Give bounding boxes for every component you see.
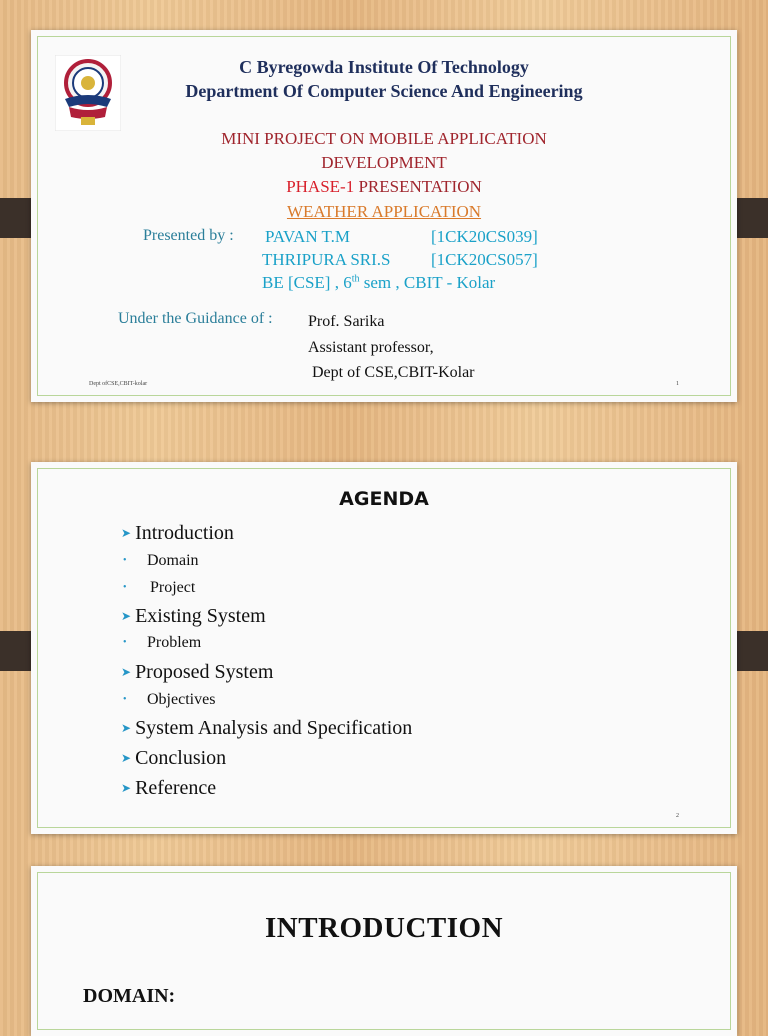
slide-title[interactable] <box>31 30 737 402</box>
agenda-item-text: System Analysis and Specification <box>135 717 413 739</box>
guidance-label: Under the Guidance of : <box>118 310 273 327</box>
dot-bullet-icon: • <box>123 637 127 648</box>
dot-bullet-icon: • <box>123 555 127 566</box>
agenda-subitem-text: Domain <box>147 552 199 569</box>
agenda-item <box>121 747 226 770</box>
agenda-item <box>121 522 234 545</box>
slide-agenda[interactable] <box>31 462 737 834</box>
agenda-subitem <box>123 691 215 709</box>
agenda-item-text: Conclusion <box>135 747 227 769</box>
phase-label: PHASE-1 <box>286 177 355 196</box>
presentation-label: PRESENTATION <box>354 177 482 196</box>
student1-name: PAVAN T.M <box>265 227 351 246</box>
agenda-item <box>121 717 412 740</box>
guide-dept: Dept of CSE,CBIT-Kolar <box>312 364 475 381</box>
page-number: 1 <box>676 381 679 387</box>
institute-name: C Byregowda Institute Of Technology <box>239 57 529 77</box>
course-part1: BE [CSE] , 6 <box>262 273 352 292</box>
dot-bullet-icon: • <box>123 694 127 705</box>
agenda-subitem-text: Problem <box>147 634 202 651</box>
agenda-item <box>121 661 273 684</box>
arrow-bullet-icon: ➤ <box>121 526 132 540</box>
agenda-title: AGENDA <box>339 488 429 510</box>
student1-usn: [1CK20CS039] <box>431 227 538 246</box>
agenda-item <box>121 777 216 800</box>
arrow-bullet-icon: ➤ <box>121 609 132 623</box>
slide-footer: Dept ofCSE,CBIT-kolar <box>89 381 148 387</box>
presented-by-label: Presented by : <box>143 227 234 244</box>
agenda-item-text: Introduction <box>135 522 234 544</box>
course-part2: sem , CBIT - Kolar <box>359 273 496 292</box>
student2-name: THRIPURA SRI.S <box>262 250 391 269</box>
agenda-subitem <box>123 579 195 597</box>
arrow-bullet-icon: ➤ <box>121 721 132 735</box>
app-name: WEATHER APPLICATION <box>286 202 482 221</box>
course-info <box>262 273 495 293</box>
agenda-item-text: Proposed System <box>135 661 274 683</box>
introduction-title: INTRODUCTION <box>264 912 504 944</box>
dot-bullet-icon: • <box>123 582 127 593</box>
agenda-subitem <box>123 552 199 570</box>
slide-introduction[interactable] <box>31 866 737 1036</box>
student2-usn: [1CK20CS057] <box>431 250 538 269</box>
guide-title: Assistant professor, <box>308 339 434 356</box>
agenda-item-text: Existing System <box>135 605 266 627</box>
agenda-subitem-text: Project <box>150 579 196 596</box>
phase-line <box>31 177 737 197</box>
project-title-line1: MINI PROJECT ON MOBILE APPLICATION <box>221 129 547 148</box>
arrow-bullet-icon: ➤ <box>121 665 132 679</box>
project-title-line2: DEVELOPMENT <box>321 153 447 172</box>
agenda-item-text: Reference <box>135 777 217 799</box>
guide-name: Prof. Sarika <box>308 313 385 330</box>
domain-heading: DOMAIN: <box>83 985 176 1007</box>
agenda-subitem-text: Objectives <box>147 691 216 708</box>
project-title <box>31 127 737 175</box>
arrow-bullet-icon: ➤ <box>121 751 132 765</box>
agenda-item <box>121 605 266 628</box>
arrow-bullet-icon: ➤ <box>121 781 132 795</box>
page-number: 2 <box>676 813 679 819</box>
department-name: Department Of Computer Science And Engineering <box>185 81 583 101</box>
agenda-subitem <box>123 634 201 652</box>
course-sup: th <box>351 273 360 285</box>
